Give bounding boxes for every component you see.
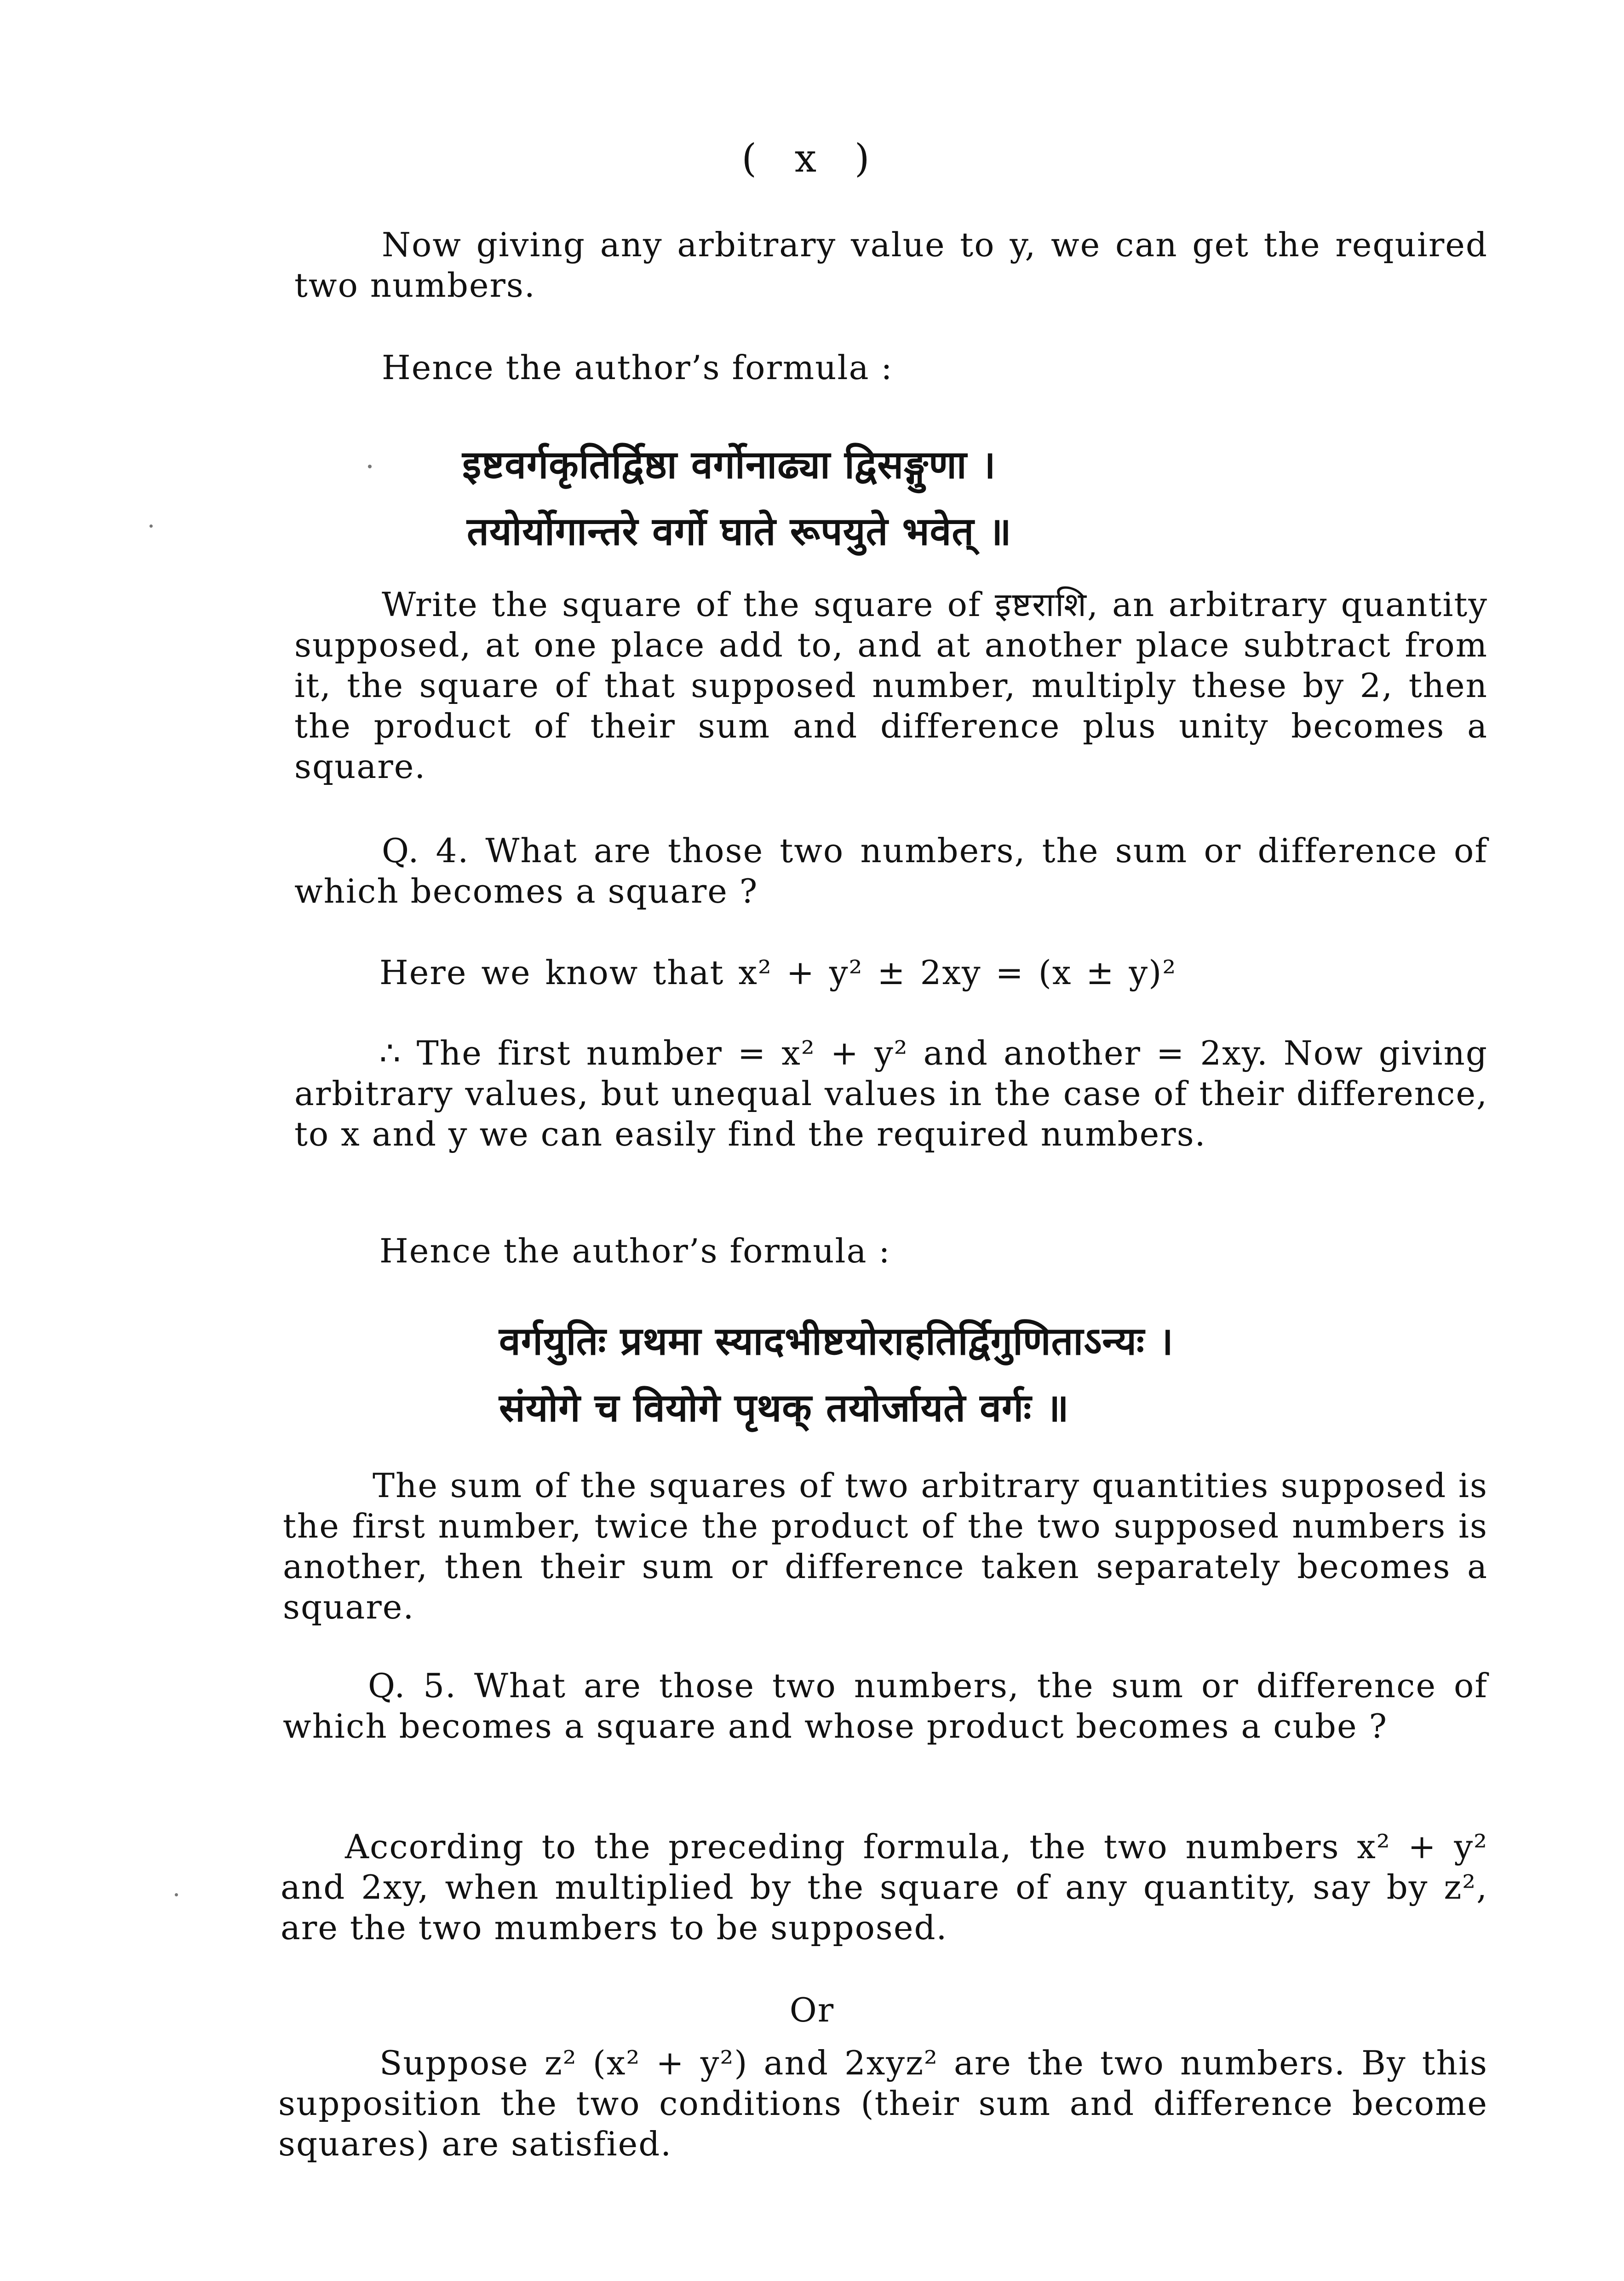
- sanskrit-verse-1-line-2: तयोर्योगान्तरे वर्गो घाते रूपयुते भवेत् ॥: [467, 508, 1012, 554]
- identity-equation: Here we know that x² + y² ± 2xy = (x ± y)²: [379, 953, 1177, 992]
- scan-speck: [149, 524, 153, 528]
- sanskrit-verse-2-line-2: संयोगे च वियोगे पृथक् तयोर्जायते वर्गः ॥: [499, 1385, 1069, 1430]
- scan-speck: [368, 465, 372, 468]
- paragraph-square-explanation: Write the square of the square of इष्टराशि, an arbitrary quantity supposed, at one place add to, and at another place subtract from it, the square of that supposed number, multiply these by 2, then the product of their sum and difference plus unity becomes a square.: [294, 585, 1488, 786]
- formula-intro-2: Hence the author’s formula :: [379, 1232, 891, 1270]
- scan-speck: [175, 1893, 178, 1896]
- paragraph-arbitrary-value: Now giving any arbitrary value to y, we can get the required two numbers.: [294, 225, 1488, 305]
- sanskrit-verse-1-line-1: इष्टवर्गकृतिर्द्विष्ठा वर्गोनाढ्या द्विसङ्गुणा ।: [462, 442, 996, 487]
- paragraph-preceding-formula: According to the preceding formula, the two numbers x² + y² and 2xy, when multiplied by the square of any quantity, say by z², are the two mumbers to be supposed.: [281, 1827, 1488, 1947]
- question-4: Q. 4. What are those two numbers, the sum or difference of which becomes a square ?: [294, 831, 1488, 910]
- or-separator: Or: [789, 1991, 835, 2029]
- paragraph-first-number: ∴ The first number = x² + y² and another = 2xy. Now giving arbitrary values, but unequal values in the case of their difference, to x and y we can easily find the required numbers.: [294, 1034, 1488, 1153]
- question-5: Q. 5. What are those two numbers, the sum or difference of which becomes a square and whose product becomes a cube ?: [283, 1666, 1488, 1745]
- formula-intro-1: Hence the author’s formula :: [382, 348, 893, 387]
- paragraph-suppose: Suppose z² (x² + y²) and 2xyz² are the two numbers. By this supposition the two conditions (their sum and difference become squares) are satisfied.: [278, 2044, 1488, 2163]
- sanskrit-verse-2-line-1: वर्गयुतिः प्रथमा स्यादभीष्टयोराहतिर्द्विगुणिताऽन्यः ।: [499, 1318, 1174, 1364]
- page-number: ( x ): [741, 136, 883, 181]
- paragraph-sum-of-squares: The sum of the squares of two arbitrary quantities supposed is the first number, twice the product of the two supposed numbers is another, then their sum or difference taken separately becomes a square.: [283, 1466, 1488, 1626]
